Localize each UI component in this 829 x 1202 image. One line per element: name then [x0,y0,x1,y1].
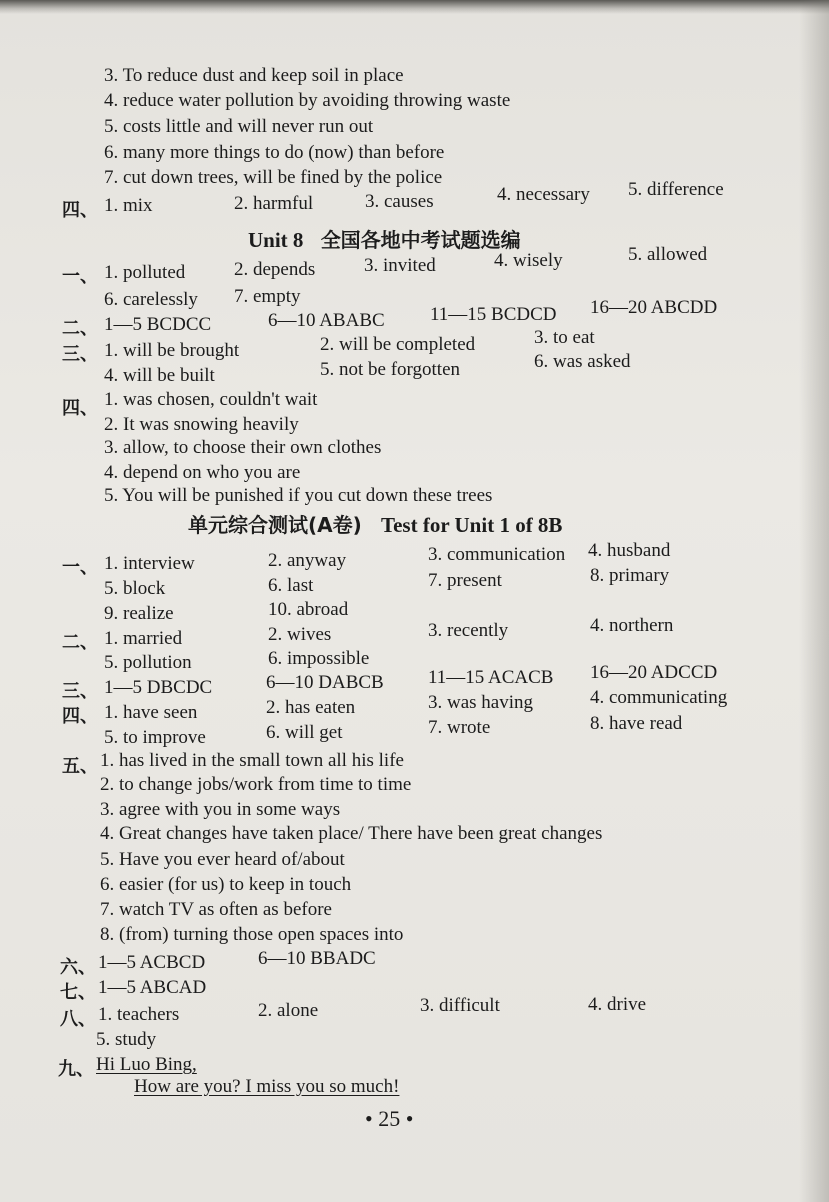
answer-item: 6—10 BBADC [258,948,376,969]
answer-item: 5. not be forgotten [320,359,461,380]
heading-english: Unit 8 [248,228,304,252]
answer-item: 4. will be built [104,365,215,386]
answer-item: 6—10 ABABC [268,310,385,331]
answer-item: 2. wives [268,624,332,645]
letter-salutation: Hi Luo Bing, [96,1054,197,1075]
part-label: 四、 [62,200,98,221]
part-label: 一、 [62,557,98,578]
answer-item: 1. teachers [98,1004,180,1025]
answer-item: 1—5 ABCAD [98,977,207,998]
answer-item: 1. mix [104,195,153,216]
part-label: 五、 [62,756,98,777]
answer-line: 4. depend on who you are [104,462,301,483]
answer-line: 4. Great changes have taken place/ There have been great changes [100,823,603,844]
part-label: 四、 [62,398,98,419]
answer-item: 6. carelessly [104,289,198,310]
heading-chinese: 全国各地中考试题选编 [320,228,521,252]
answer-item: 3. communication [428,544,566,565]
part-label: 六、 [60,957,96,978]
answer-item: 9. realize [104,603,174,624]
answer-item: 8. have read [590,713,683,734]
page-right-edge [799,0,829,1202]
answer-item: 7. present [428,570,502,591]
answer-line: 3. To reduce dust and keep soil in place [104,65,404,86]
answer-item: 5. difference [628,179,724,200]
answer-item: 1. will be brought [104,340,240,361]
heading-chinese: 单元综合测试(A卷) [188,513,362,537]
answer-item: 4. drive [588,994,647,1015]
answer-item: 4. northern [590,615,674,636]
part-label: 三、 [62,681,98,702]
answer-item: 2. anyway [268,550,347,571]
answer-line: 7. watch TV as often as before [100,899,332,920]
answer-item: 1. interview [104,553,195,574]
answer-line: 2. It was snowing heavily [104,414,299,435]
answer-item: 1. polluted [104,262,186,283]
answer-item: 4. husband [588,540,671,561]
answer-item: 16—20 ADCCD [590,662,718,683]
answer-line: 2. to change jobs/work from time to time [100,774,412,795]
part-label: 四、 [62,706,98,727]
answer-item: 16—20 ABCDD [590,297,718,318]
part-label: 八、 [60,1009,96,1030]
answer-item: 4. communicating [590,687,728,708]
answer-line: 5. Have you ever heard of/about [100,849,345,870]
answer-item: 1. have seen [104,702,198,723]
section-heading [188,509,562,538]
answer-line: 6. many more things to do (now) than before [104,142,445,163]
section-heading [248,224,521,253]
answer-line: 5. costs little and will never run out [104,116,374,137]
answer-line: 7. cut down trees, will be fined by the police [104,167,443,188]
answer-item: 10. abroad [268,599,349,620]
answer-item: 5. allowed [628,244,708,265]
answer-item: 3. recently [428,620,509,641]
answer-item: 1—5 DBCDC [104,677,213,698]
answer-item: 4. necessary [497,184,590,205]
answer-line: 1. has lived in the small town all his life [100,750,404,771]
letter-line: How are you? I miss you so much! [134,1076,400,1097]
answer-item: 2. depends [234,259,316,280]
answer-item: 5. to improve [104,727,206,748]
answer-item: 11—15 ACACB [428,667,554,688]
answer-item: 6. impossible [268,648,370,669]
answer-item: 3. was having [428,692,534,713]
part-label: 二、 [62,318,98,339]
part-label: 七、 [60,982,96,1003]
answer-item: 11—15 BCDCD [430,304,557,325]
answer-item: 6. was asked [534,351,631,372]
answer-item: 1—5 ACBCD [98,952,206,973]
part-label: 三、 [62,344,98,365]
heading-english: Test for Unit 1 of 8B [381,513,563,537]
answer-item: 5. pollution [104,652,192,673]
answer-item: 6. last [268,575,314,596]
answer-item: 3. to eat [534,327,595,348]
answer-item: 6—10 DABCB [266,672,384,693]
answer-item: 3. difficult [420,995,500,1016]
answer-item: 5. study [96,1029,157,1050]
answer-item: 6. will get [266,722,343,743]
part-label: 九、 [58,1059,94,1080]
answer-item: 4. wisely [494,250,563,271]
part-label: 一、 [62,266,98,287]
answer-line: 4. reduce water pollution by avoiding throwing waste [104,90,511,111]
page-top-edge [0,0,829,14]
answer-item: 2. alone [258,1000,319,1021]
answer-line: 8. (from) turning those open spaces into [100,924,404,945]
answer-item: 5. block [104,578,166,599]
answer-item: 7. empty [234,286,301,307]
answer-item: 2. will be completed [320,334,476,355]
answer-item: 7. wrote [428,717,491,738]
answer-line: 5. You will be punished if you cut down these trees [104,485,493,506]
answer-item: 1—5 BCDCC [104,314,212,335]
answer-line: 6. easier (for us) to keep in touch [100,874,352,895]
answer-item: 2. has eaten [266,697,356,718]
part-label: 二、 [62,632,98,653]
answer-line: 3. agree with you in some ways [100,799,341,820]
answer-item: 1. married [104,628,183,649]
answer-item: 2. harmful [234,193,314,214]
answer-item: 8. primary [590,565,670,586]
answer-line: 1. was chosen, couldn't wait [104,389,318,410]
answer-line: 3. allow, to choose their own clothes [104,437,382,458]
page-number: • 25 • [365,1106,414,1131]
answer-item: 3. causes [365,191,434,212]
answer-item: 3. invited [364,255,436,276]
